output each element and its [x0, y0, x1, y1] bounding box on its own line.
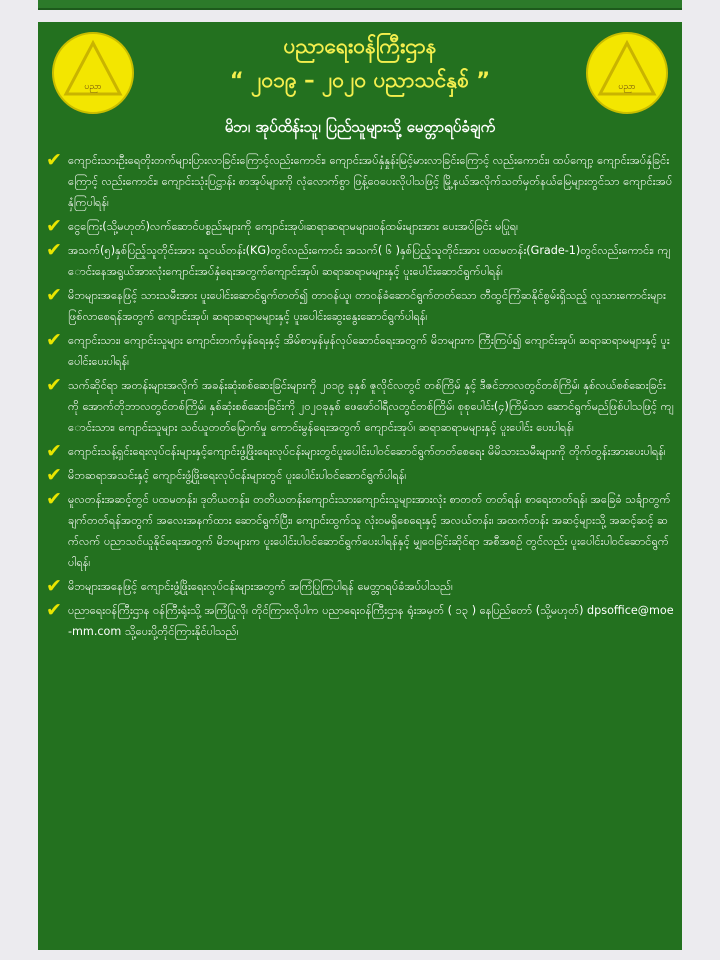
- announcement-poster: [38, 22, 682, 950]
- checkmark-icon: ✔: [46, 284, 62, 306]
- ministry-title: ပညာရေးဝန်ကြီးဌာန: [283, 34, 437, 58]
- checkmark-icon: ✔: [46, 239, 62, 261]
- checkmark-icon: ✔: [46, 329, 62, 351]
- list-item: [46, 489, 674, 573]
- checkmark-icon: ✔: [46, 488, 62, 510]
- checkmark-icon: ✔: [46, 464, 62, 486]
- list-item: [46, 150, 674, 213]
- list-item-text: မိဘများအနေဖြင့် ကျောင်းဖွံ့ဖြိုးရေးလုပ်ငန်းများအတွက် အကြံပြုကြပါရန် မေတ္တာရပ်ခံအပ်ပါသည်၊: [68, 580, 453, 593]
- list-item: [46, 285, 674, 327]
- list-item-text: သက်ဆိုင်ရာ အတန်းများအလိုက် အခန်းဆုံးစစ်ဆေးခြင်းများကို ၂၀၁၉ ခုနှစ် ဇူလိုင်လတွင် တစ်ကြိမ် နှင့် ဒီဇင်ဘာလတွင်တစ်ကြိမ်၊ နှစ်လယ်စစ်ဆေးခြင်းကို အောက်တိုဘာလတွင်တစ်ကြိမ်၊ နှစ်ဆုံးစစ်ဆေးခြင်းကို ၂၀၂၀ခုနှစ် ဖေဖော်ဝါရီလတွင်တစ်ကြိမ်၊ စုစုပေါင်း(၄)ကြိမ်သာ ဆောင်ရွက်မည်ဖြစ်ပါသဖြင့် ကျောင်းသား၊ ကျောင်းသူများ သင်ယူတတ်မြောက်မှု ကောင်းမွန်ရေးအတွက် ကျောင်းအုပ်၊ ဆရာဆရာမများနှင့် ပူးပေါင်း ပေးပါရန်၊: [68, 379, 674, 434]
- triangle-emblem-icon: [586, 32, 668, 114]
- academic-year-title: “ ၂၀၁၉ – ၂၀၂၀ ပညာသင်နှစ် ”: [229, 68, 491, 92]
- list-item: [46, 576, 674, 597]
- checkmark-icon: ✔: [46, 440, 62, 462]
- list-item-text: မိဘများအနေဖြင့် သားသမီးအား ပူးပေါင်းဆောင်ရွက်တတ်၍ တာဝန်ယူ၊ တာဝန်ခံဆောင်ရွက်တတ်သော တီထွင်ကြံဆနိုင်စွမ်းရှိသည့် လူသားကောင်းများ ဖြစ်လာစေရန်အတွက် ကျောင်းအုပ်၊ ဆရာဆရာမများနှင့် ပူးပေါင်းဆွေးနွေးဆောင်ရွက်ပါရန်၊: [68, 289, 666, 323]
- checkmark-icon: ✔: [46, 575, 62, 597]
- list-item-text: အသက်(၅)နှစ်ပြည့်သူတိုင်းအား သူငယ်တန်း(KG)တွင်လည်းကောင်း အသက်( ၆ )နှစ်ပြည့်သူတိုင်းအား ပထမတန်း(Grade-1)တွင်လည်းကောင်း၊ ကျောင်းနေအရွယ်အားလုံးကျောင်းအပ်နှံရေးအတွက်ကျောင်းအုပ်၊ ဆရာဆရာမများနှင့် ပူးပေါင်းဆောင်ရွက်ပါရန်၊: [68, 244, 671, 278]
- checkmark-icon: ✔: [46, 149, 62, 171]
- list-item: [46, 441, 674, 462]
- list-item-text: ပညာရေးဝန်ကြီးဌာန ဝန်ကြီးရုံးသို့ အကြံပြုလို၊ တိုင်ကြားလိုပါက ပညာရေးဝန်ကြီးဌာန ရုံးအမှတ် ( ၁၃ ) နေပြည်တော် (သို့မဟုတ်) dpsoffice@moe-mm.com သို့ပေးပို့တိုင်ကြားနိုင်ပါသည်၊: [68, 604, 674, 638]
- checkmark-icon: ✔: [46, 374, 62, 396]
- logo-text: ပညာ: [618, 82, 636, 92]
- list-item-text: ငွေကြေး(သို့မဟုတ်)လက်ဆောင်ပစ္စည်းများကို ကျောင်းအုပ်၊ဆရာဆရာမများ၊ဝန်ထမ်းများအား ပေးအပ်ခြင်း မပြုရ၊: [68, 220, 519, 233]
- list-item: [46, 330, 674, 372]
- top-strip: [38, 0, 682, 10]
- triangle-emblem-icon: [52, 32, 134, 114]
- list-item-text: ကျောင်းသားဦးရေတိုးတက်များပြားလာခြင်းကြောင့်လည်းကောင်း၊ ကျောင်းအပ်နှံနှုန်းမြင့်မားလာခြင်းကြောင့် လည်းကောင်း၊ ထပ်ကျော့ ကျောင်းအပ်နှံခြင်းကြောင့် လည်းကောင်း၊ ကျောင်းသုံးပြဋ္ဌာန်း စာအုပ်များကို လုံလောက်စွာ ဖြန့်ဝေပေးလိုပါသဖြင့် မြို့နယ်အလိုက်သတ်မှတ်နယ်မြေများတွင်သာ ကျောင်းအပ်နှံကြပါရန်၊: [68, 154, 673, 209]
- list-item: [46, 375, 674, 438]
- list-item: [46, 216, 674, 237]
- list-item: [46, 240, 674, 282]
- list-item-text: မိဘဆရာအသင်းနှင့် ကျောင်းဖွံ့ဖြိုးရေးလုပ်ငန်းများတွင် ပူးပေါင်းပါဝင်ဆောင်ရွက်ပါရန်၊: [68, 469, 407, 482]
- logo-text: ပညာ: [84, 82, 102, 92]
- list-item-text: ကျောင်းသန့်ရှင်းရေးလုပ်ငန်းများနှင့်ကျောင်းဖွံ့ဖြိုးရေးလုပ်ငန်းများတွင်ပူးပေါင်းပါဝင်ဆောင်ရွက်တတ်စေရေး မိမိသားသမီးများကို တိုက်တွန်းအားပေးပါရန်၊: [68, 445, 666, 458]
- announcement-subtitle: မိဘ၊ အုပ်ထိန်းသူ၊ ပြည်သူများသို့ မေတ္တာရပ်ခံချက်: [224, 118, 496, 136]
- request-list: [46, 150, 674, 645]
- checkmark-icon: ✔: [46, 215, 62, 237]
- list-item: [46, 465, 674, 486]
- checkmark-icon: ✔: [46, 599, 62, 621]
- list-item: [46, 600, 674, 642]
- list-item-text: မူလတန်းအဆင့်တွင် ပထမတန်း၊ ဒုတိယတန်း၊ တတိယတန်းကျောင်းသားကျောင်းသူများအားလုံး စာတတ် တတ်ရန်၊ စာရေးတတ်ရန်၊ အခြေခံ သင်္ချာတွက်ချက်တတ်ရန်အတွက် အလေးအနက်ထား ဆောင်ရွက်ပြီး၊ ကျောင်းထွက်သူ လုံးဝမရှိစေရေးနှင့် အလယ်တန်း၊ အထက်တန်း အဆင့်များသို့ အဆင့်ဆင့် ဆက်လက် ပညာသင်ယူနိုင်ရေးအတွက် မိဘများက ပူးပေါင်းပါဝင်ဆောင်ရွက်ပေးပါရန်နှင့် မျှဝေခြင်းဆိုင်ရာ အစီအစဉ် တွင်လည်း ပူးပေါင်းပါဝင်ဆောင်ရွက်ပါရန်၊: [68, 493, 671, 569]
- list-item-text: ကျောင်းသား၊ ကျောင်းသူများ ကျောင်းတက်မှန်ရေးနှင့် အိမ်စာမှန်မှန်လုပ်ဆောင်ရေးအတွက် မိဘများက ကြီးကြပ်၍ ကျောင်းအုပ်၊ ဆရာဆရာမများနှင့် ပူးပေါင်းပေးပါရန်၊: [68, 334, 670, 368]
